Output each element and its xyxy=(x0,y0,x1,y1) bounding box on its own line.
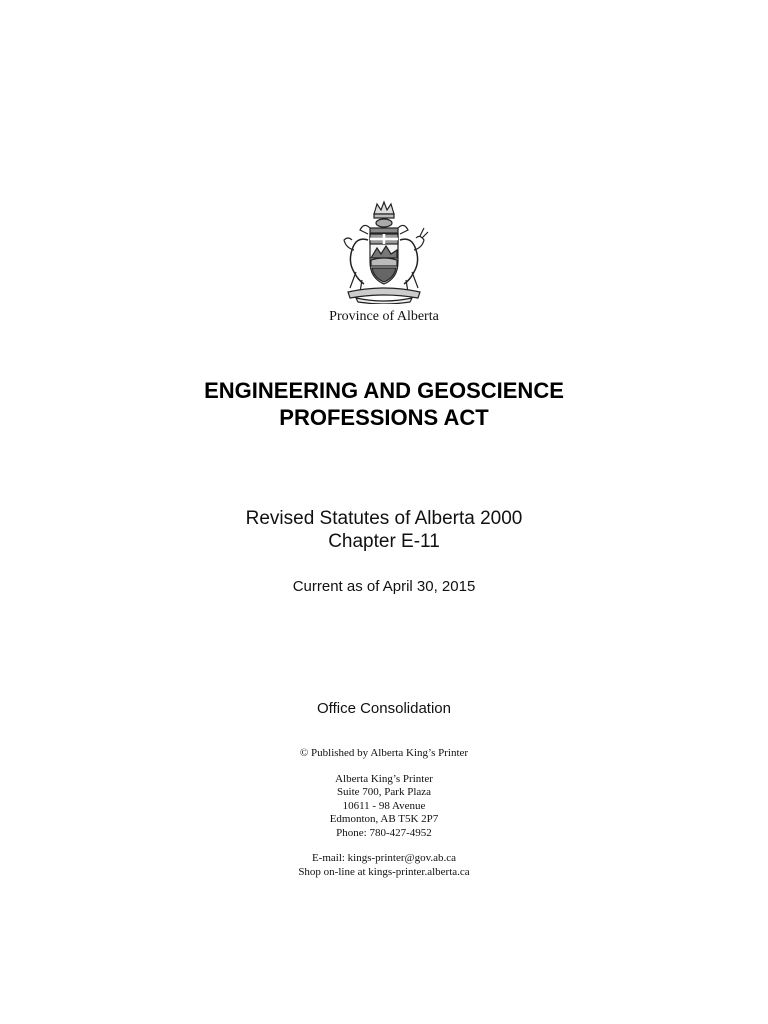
email: E-mail: kings-printer@gov.ab.ca xyxy=(311,852,457,864)
address-line: Suite 700, Park Plaza xyxy=(336,786,432,798)
phone: Phone: 780-427-4952 xyxy=(336,826,432,839)
statute-reference xyxy=(0,507,768,553)
alberta-coat-of-arms-icon xyxy=(334,200,434,304)
act-title xyxy=(0,377,768,431)
address-line: Edmonton, AB T5K 2P7 xyxy=(329,813,439,825)
current-as-of: Current as of April 30, 2015 xyxy=(292,578,476,595)
act-title-line-2: PROFESSIONS ACT xyxy=(279,405,489,430)
shop-online: Shop on-line at kings-printer.alberta.ca xyxy=(298,865,470,878)
spacer xyxy=(0,761,768,773)
publisher-block xyxy=(0,747,768,879)
statute-line-1: Revised Statutes of Alberta 2000 xyxy=(245,508,523,529)
office-consolidation: Office Consolidation xyxy=(317,700,451,717)
spacer xyxy=(0,840,768,852)
address-line: 10611 - 98 Avenue xyxy=(342,799,426,812)
address-line: Alberta King’s Printer xyxy=(335,772,433,785)
statute-line-2: Chapter E-11 xyxy=(328,531,440,552)
province-label: Province of Alberta xyxy=(329,309,439,324)
published-by: © Published by Alberta King’s Printer xyxy=(299,747,469,759)
act-title-line-1: ENGINEERING AND GEOSCIENCE xyxy=(204,378,564,403)
